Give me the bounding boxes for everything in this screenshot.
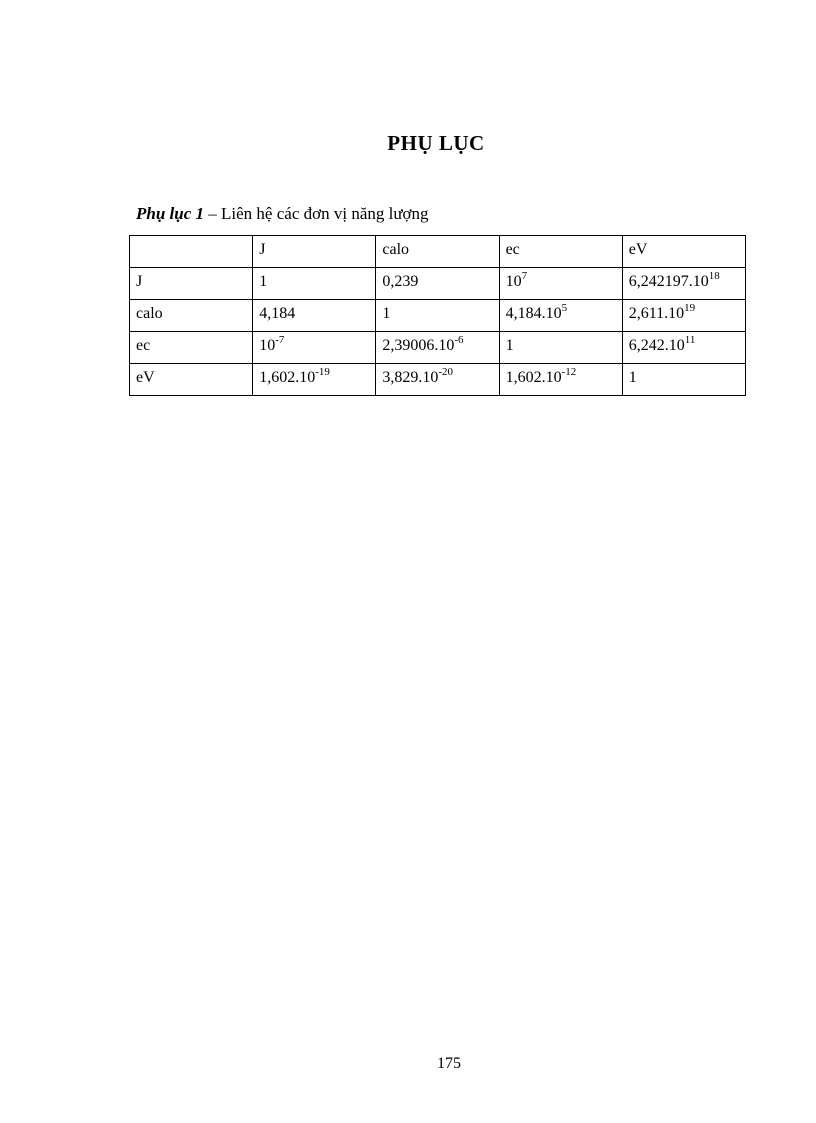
table-row [130,364,746,396]
page-number: 175 [437,1055,461,1072]
row-label-cell [130,364,253,396]
table-cell [376,332,499,364]
cell-value: 0,239 [382,273,419,290]
cell-exponent: -20 [438,366,454,378]
table-cell [622,268,745,300]
table-caption [136,204,429,224]
cell-value: 1,602.10 [505,369,562,386]
table-cell [253,268,376,300]
cell-value: 10 [505,273,522,290]
cell-value: 4,184 [259,305,296,322]
cell-value: calo [136,305,163,322]
cell-exponent: 7 [521,270,528,282]
cell-value: 2,611.10 [628,305,685,322]
table-cell [376,268,499,300]
table-cell [499,332,622,364]
table-cell [376,364,499,396]
cell-value: 6,242197.10 [628,273,709,290]
table-cell [376,300,499,332]
cell-value: ec [136,337,151,354]
cell-value: 1 [382,305,391,322]
table-row [130,332,746,364]
table-header-row [130,236,746,268]
header-cell-calo: calo [376,236,499,268]
table-cell [622,300,745,332]
caption-label: Phụ lục 1 [136,204,205,223]
cell-exponent: 11 [684,334,696,346]
energy-units-table [129,235,746,396]
page-title: PHỤ LỤC [387,131,485,155]
cell-exponent: 18 [708,270,720,282]
cell-value: 10 [259,337,276,354]
table-cell [499,268,622,300]
cell-exponent: 19 [684,302,696,314]
cell-value: 3,829.10 [382,369,439,386]
table-cell [253,332,376,364]
row-label-cell [130,300,253,332]
table-body [130,236,746,396]
cell-exponent: 5 [561,302,568,314]
header-cell-ev: eV [622,236,745,268]
cell-value: 6,242.10 [628,337,685,354]
cell-value: 2,39006.10 [382,337,455,354]
table-cell [253,364,376,396]
cell-value: 1 [259,273,268,290]
cell-value: 4,184.10 [505,305,562,322]
row-label-cell [130,332,253,364]
table-row [130,300,746,332]
cell-exponent: -7 [275,334,285,346]
row-label-cell [130,268,253,300]
table-cell [499,300,622,332]
table-row [130,268,746,300]
header-cell-j: J [253,236,376,268]
cell-value: J [136,273,143,290]
header-cell-corner [130,236,253,268]
cell-value: eV [136,369,155,386]
cell-exponent: -6 [454,334,464,346]
cell-value: 1,602.10 [259,369,316,386]
header-cell-ec: ec [499,236,622,268]
cell-exponent: -19 [315,366,330,378]
cell-exponent: -12 [561,366,577,378]
table-cell [253,300,376,332]
table-cell [622,364,745,396]
cell-value: 1 [505,337,514,354]
table-cell [499,364,622,396]
table-cell [622,332,745,364]
cell-value: 1 [628,369,637,386]
caption-text: – Liên hệ các đơn vị năng lượng [204,204,429,223]
